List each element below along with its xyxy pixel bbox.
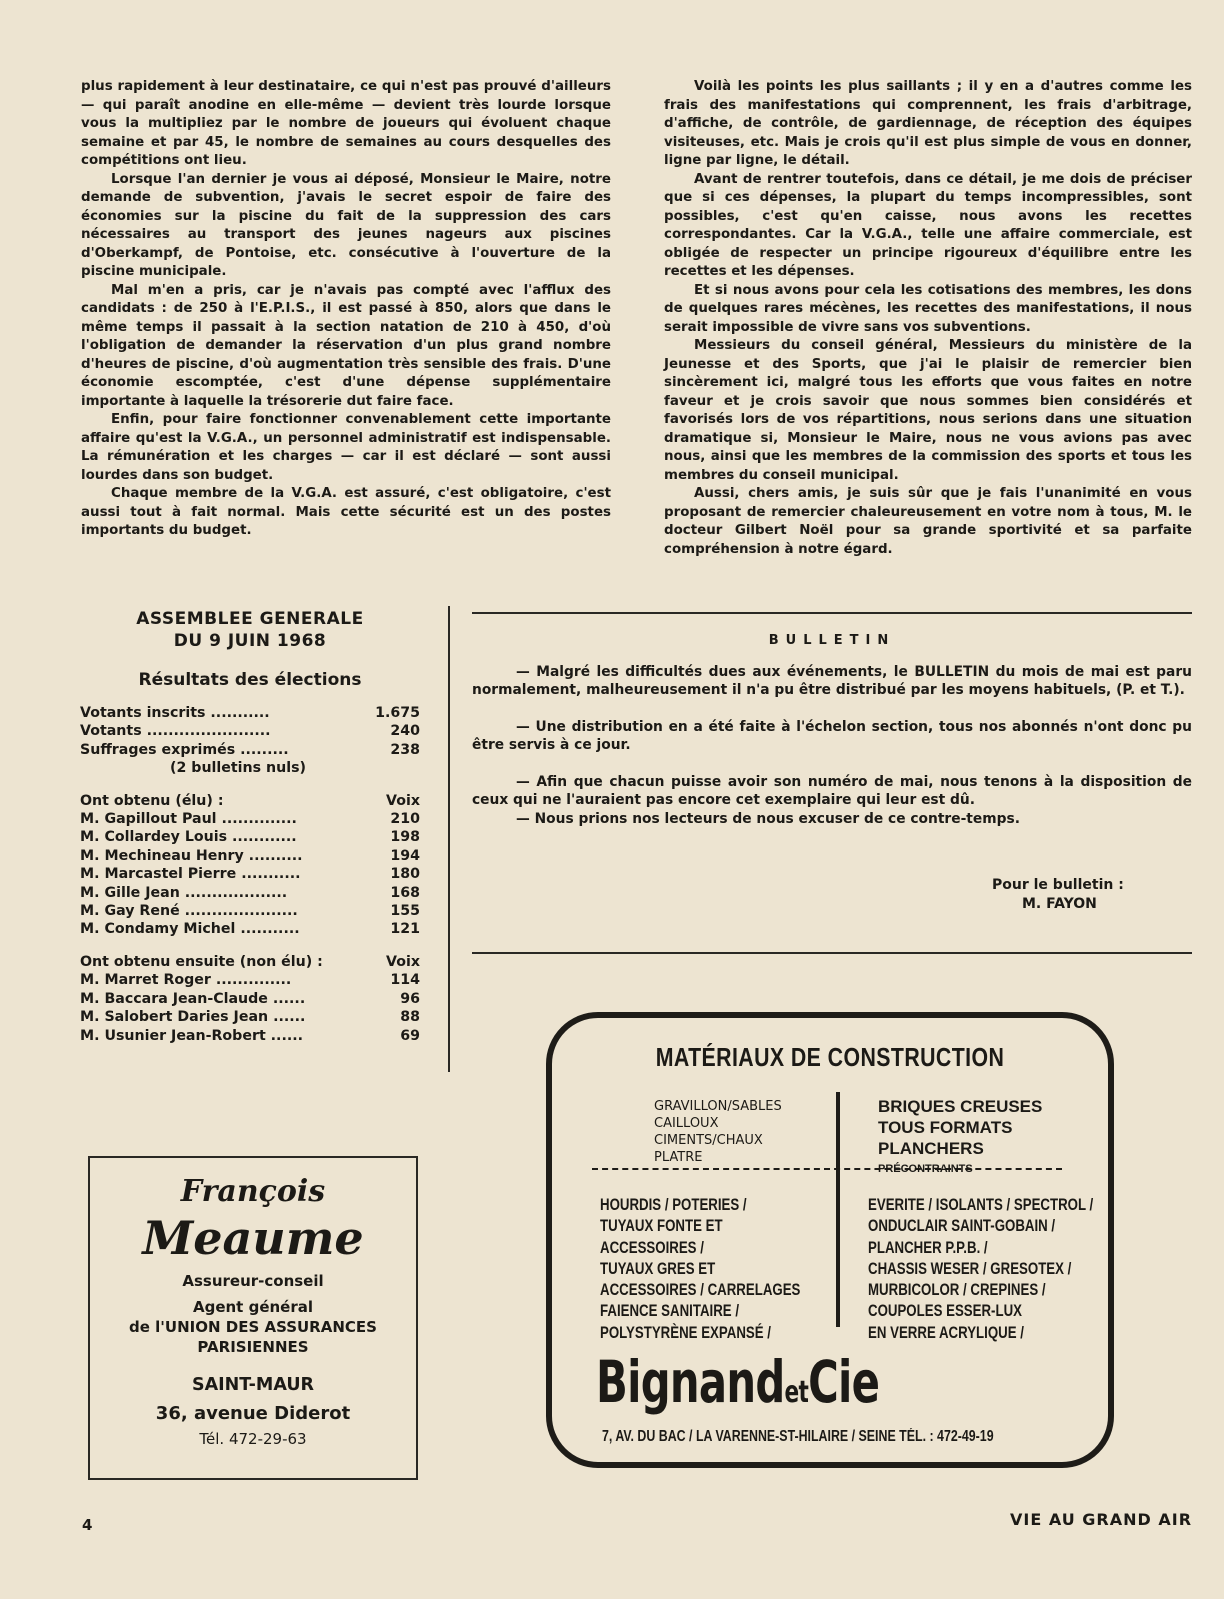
- logo-main: Bignand: [596, 1348, 785, 1416]
- left-paragraph: Mal m'en a pris, car je n'avais pas compté avec l'afflux des candidats : de 250 à l'E.P.I.S., il est passé à 850, alors que dans le même temps il passait à la section natation de 210 à 450, d'où l'obligation de demander la réservation d'un plus grand nombre d'heures de piscine, d'où augmentation très sensible des frais. D'une économie escomptée, c'est d'une dépense supplémentaire importante à laquelle la trésorerie dut faire face.: [81, 282, 611, 409]
- ad-products-top-right: [878, 1096, 1042, 1180]
- ad-agent-line: PARISIENNES: [197, 1338, 309, 1356]
- stat-row: [80, 741, 420, 759]
- right-paragraph: Et si nous avons pour cela les cotisations des membres, les dons de quelques rares mécènes, les recettes des manifestations, il nous serait impossible de vivre sans vos subventions.: [664, 282, 1192, 335]
- candidate-votes: 168: [390, 884, 420, 901]
- product-item: CAILLOUX: [654, 1116, 719, 1131]
- candidate-votes: 121: [390, 921, 420, 938]
- product-item: FAIENCE SANITAIRE /: [600, 1301, 739, 1321]
- assembly-results: [80, 608, 420, 1045]
- product-item: ACCESSOIRES /: [600, 1237, 704, 1257]
- right-paragraph: Aussi, chers amis, je suis sûr que je fais l'unanimité en vous proposant de remercier chaleureusement en votre nom à tous, M. le docteur Gilbert Noël pour sa grande sportivité et sa parfaite compréhension à notre égard.: [664, 486, 1192, 557]
- null-ballots-note: (2 bulletins nuls): [170, 760, 307, 777]
- product-item: EN VERRE ACRYLIQUE /: [868, 1322, 1024, 1342]
- candidate-votes: 210: [390, 811, 420, 828]
- product-item: ACCESSOIRES / CARRELAGES: [600, 1280, 801, 1300]
- page-number: 4: [82, 1516, 93, 1534]
- product-item: HOURDIS / POTERIES /: [600, 1195, 747, 1214]
- left-paragraph: plus rapidement à leur destinataire, ce qui n'est pas prouvé d'ailleurs — qui paraît anodine en elle-même — devient très lourde lorsque vous la multipliez par le nombre de joueurs qui évoluent chaque semaine et par 45, le nombre de semaines au cours desquelles des compétitions ont lieu.: [81, 79, 611, 168]
- stat-label: Votants inscrits ...........: [80, 705, 270, 721]
- candidate-name: M. Mechineau Henry ..........: [80, 847, 303, 864]
- product-item: EVERITE / ISOLANTS / SPECTROL /: [868, 1195, 1094, 1214]
- meaume-insurance-ad: [88, 1156, 418, 1480]
- elected-header: Ont obtenu (élu) :: [80, 792, 224, 809]
- bulletin-paragraph: — Nous prions nos lecteurs de nous excuser de ce contre-temps.: [516, 810, 1020, 827]
- bignand-construction-ad: [546, 1012, 1114, 1468]
- candidate-votes: 155: [390, 903, 420, 920]
- bulletin-top-rule: [472, 612, 1192, 614]
- stat-label: Votants .......................: [80, 723, 271, 740]
- candidate-name: M. Marret Roger ..............: [80, 972, 292, 989]
- product-item: TUYAUX GRES ET: [600, 1258, 716, 1278]
- bignand-logo: [596, 1348, 879, 1416]
- not-elected-header: Ont obtenu ensuite (non élu) :: [80, 953, 323, 970]
- candidate-row: [80, 920, 420, 938]
- ad-address: 36, avenue Diderot: [155, 1403, 351, 1424]
- elected-header-row: [80, 792, 420, 810]
- candidate-row: [80, 884, 420, 902]
- ad-products-bottom-right: [868, 1194, 1093, 1343]
- candidate-votes: 114: [390, 972, 420, 989]
- logo-cie: Cie: [808, 1348, 880, 1416]
- column-divider: [448, 606, 450, 1072]
- left-paragraph: Lorsque l'an dernier je vous ai déposé, Monsieur le Maire, notre demande de subvention, j'avais le secret espoir de faire des économies sur la piscine du fait de la suppression des cars nécessaires au transport des jeunes nageurs aux piscines d'Oberkampf, de Pontoise, etc. consécutive à l'ouverture de la piscine municipale.: [81, 171, 611, 279]
- product-item: POLYSTYRÈNE EXPANSÉ /: [600, 1322, 771, 1342]
- votes-header: Voix: [386, 792, 420, 809]
- candidate-name: M. Gay René .....................: [80, 903, 298, 920]
- ad-vertical-divider: [836, 1092, 840, 1327]
- product-item: COUPOLES ESSER-LUX: [868, 1301, 1022, 1321]
- product-item: CIMENTS/CHAUX: [654, 1133, 763, 1148]
- candidate-row: [80, 1008, 420, 1026]
- candidate-row: [80, 971, 420, 989]
- right-article-column: [664, 78, 1192, 559]
- candidate-row: [80, 902, 420, 920]
- votes-header: Voix: [386, 953, 420, 970]
- bulletin-bottom-rule: [472, 952, 1192, 954]
- candidate-name: M. Marcastel Pierre ...........: [80, 866, 301, 883]
- product-item: BRIQUES CREUSES: [878, 1097, 1043, 1116]
- stat-value: 240: [390, 723, 420, 740]
- ad-role: Assureur-conseil: [182, 1272, 324, 1290]
- ad-agent-line: de l'UNION DES ASSURANCES: [129, 1318, 377, 1336]
- ad-products-bottom-left: [600, 1194, 800, 1343]
- not-elected-header-row: [80, 953, 420, 971]
- left-paragraph: Chaque membre de la V.G.A. est assuré, c'est obligatoire, c'est aussi tout à fait normal. Mais cette sécurité est un des postes importants du budget.: [81, 486, 611, 538]
- product-item: CHASSIS WESER / GRESOTEX /: [868, 1258, 1072, 1278]
- bulletin-paragraph: — Une distribution en a été faite à l'échelon section, tous nos abonnés n'ont donc pu être servis à ce jour.: [472, 718, 1192, 753]
- candidate-votes: 180: [390, 866, 420, 883]
- left-paragraph: Enfin, pour faire fonctionner convenablement cette importante affaire qu'est la V.G.A., un personnel administratif est indispensable. La rémunération et les charges — car il est déclaré — sont aussi lourdes dans son budget.: [81, 412, 611, 483]
- logo-et: et: [784, 1375, 809, 1410]
- stat-label: Suffrages exprimés .........: [80, 741, 289, 758]
- election-results-heading: Résultats des élections: [138, 670, 362, 690]
- candidate-votes: 88: [400, 1009, 420, 1026]
- product-item: GRAVILLON/SABLES: [654, 1099, 782, 1114]
- stat-value: 1.675: [375, 705, 420, 721]
- assembly-title-line: ASSEMBLEE GENERALE: [136, 609, 364, 629]
- product-item: PLANCHERS: [878, 1139, 984, 1158]
- candidate-row: [80, 847, 420, 865]
- bulletin-title: BULLETIN: [768, 633, 896, 648]
- right-paragraph: Messieurs du conseil général, Messieurs du ministère de la Jeunesse et des Sports, que j'ai le plaisir de remercier bien sincèrement ici, malgré tous les efforts que vous faites en notre faveur et je crois savoir que nous sommes bien considérés et favorisés lors de vos répartitions, nous serions dans une situation dramatique si, Monsieur le Maire, nous ne vous avions pas avec nous, ainsi que les membres de la commission des sports et tous les membres du conseil municipal.: [664, 338, 1192, 483]
- bulletin-notice: [472, 632, 1192, 828]
- product-item: ONDUCLAIR SAINT-GOBAIN /: [868, 1216, 1056, 1236]
- right-paragraph: Avant de rentrer toutefois, dans ce détail, je me dois de préciser que si ces dépenses, la plupart du temps incompressibles, sont possibles, c'est qu'en caisse, nous avons les recettes correspondantes. Car la V.G.A., telle une affaire commerciale, est obligée de respecter un principe rigoureux d'équilibre entre les recettes et les dépenses.: [664, 171, 1192, 279]
- candidate-row: [80, 990, 420, 1008]
- candidate-row: [80, 810, 420, 828]
- candidate-name: M. Baccara Jean-Claude ......: [80, 990, 306, 1007]
- candidate-name: M. Collardey Louis ............: [80, 829, 297, 846]
- candidate-votes: 198: [390, 829, 420, 846]
- candidate-name: M. Gille Jean ...................: [80, 884, 288, 901]
- stat-row: [80, 722, 420, 740]
- candidate-row: [80, 865, 420, 883]
- product-item: PRÉCONTRAINTS: [878, 1163, 973, 1175]
- candidate-row: [80, 1027, 420, 1045]
- ad-telephone: Tél. 472-29-63: [199, 1430, 307, 1448]
- assembly-title: [80, 608, 420, 652]
- bulletin-paragraph: — Afin que chacun puisse avoir son numéro de mai, nous tenons à la disposition de ceux qui ne l'auraient pas encore cet exemplaire qui leur est dû.: [472, 773, 1192, 808]
- product-item: PLATRE: [654, 1150, 703, 1165]
- ad-agent-line: Agent général: [192, 1298, 313, 1316]
- stat-value: 238: [390, 741, 420, 758]
- assembly-title-line: DU 9 JUIN 1968: [173, 631, 327, 651]
- candidate-name: M. Salobert Daries Jean ......: [80, 1009, 306, 1026]
- signature-line: Pour le bulletin :: [992, 877, 1124, 893]
- candidate-name: M. Gapillout Paul ..............: [80, 811, 297, 828]
- candidate-votes: 96: [400, 990, 420, 1007]
- right-paragraph: Voilà les points les plus saillants ; il y en a d'autres comme les frais des manifestations qui comprennent, les frais d'arbitrage, d'affiche, de contrôle, de gardiennage, de réception des équipes visiteuses, etc. Mais je crois qu'il est plus simple de vous en donner, ligne par ligne, le détail.: [664, 79, 1192, 168]
- product-item: TUYAUX FONTE ET: [600, 1216, 723, 1236]
- candidate-votes: 69: [400, 1027, 420, 1044]
- signature-name: M. FAYON: [1022, 895, 1097, 912]
- product-item: TOUS FORMATS: [878, 1118, 1013, 1137]
- bulletin-signature: [992, 876, 1124, 913]
- left-article-column: [81, 78, 611, 541]
- ad-products-top-left: [654, 1098, 782, 1166]
- ad-city: SAINT-MAUR: [191, 1375, 315, 1395]
- candidate-name: M. Condamy Michel ...........: [80, 921, 300, 938]
- bulletin-paragraph: — Malgré les difficultés dues aux événements, le BULLETIN du mois de mai est paru normalement, malheureusement il n'a pu être distribué par les moyens habituels, (P. et T.).: [472, 663, 1192, 698]
- candidate-row: [80, 828, 420, 846]
- product-item: MURBICOLOR / CREPINES /: [868, 1280, 1046, 1300]
- ad-title: MATÉRIAUX DE CONSTRUCTION: [655, 1042, 1005, 1072]
- ad-last-name: Meaume: [142, 1211, 364, 1265]
- stat-row: [80, 704, 420, 722]
- product-item: PLANCHER P.P.B. /: [868, 1237, 988, 1257]
- candidate-votes: 194: [390, 847, 420, 864]
- publication-name: VIE AU GRAND AIR: [1010, 1510, 1193, 1529]
- results-table: [80, 704, 420, 1045]
- ad-first-name: François: [180, 1174, 326, 1209]
- candidate-name: M. Usunier Jean-Robert ......: [80, 1027, 304, 1044]
- ad-address: 7, AV. DU BAC / LA VARENNE-ST-HILAIRE / SEINE TÉL. : 472-49-19: [602, 1428, 994, 1445]
